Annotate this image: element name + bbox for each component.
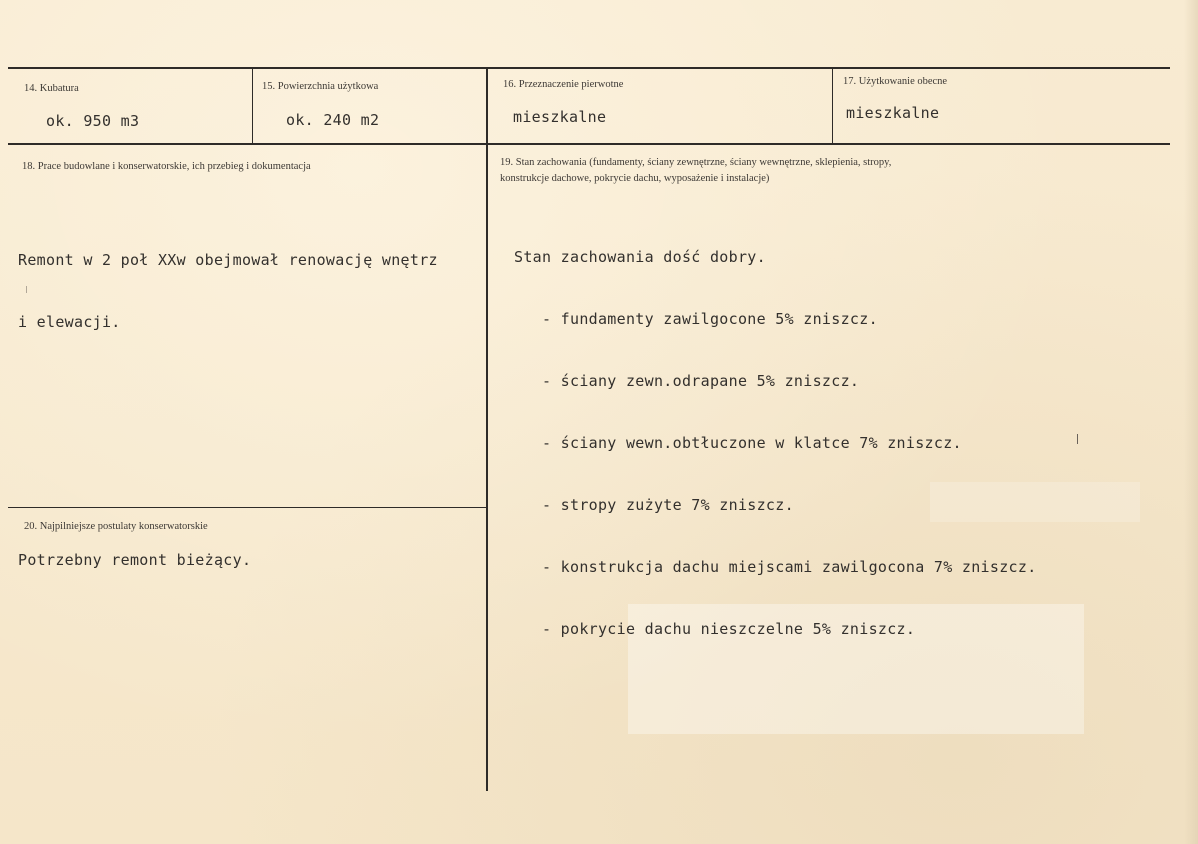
text-line: - konstrukcja dachu miejscami zawilgocona 7% zniszcz.	[514, 558, 1037, 576]
field-value-powierzchnia: ok. 240 m2	[286, 111, 380, 129]
field-label-kubatura: 14. Kubatura	[24, 83, 79, 94]
field-value-kubatura: ok. 950 m3	[46, 112, 140, 130]
divider-v3	[832, 67, 833, 145]
field-label-uzytkowanie: 17. Użytkowanie obecne	[843, 76, 948, 87]
field-label-przeznaczenie: 16. Przeznaczenie pierwotne	[503, 79, 624, 90]
field-label-postulaty: 20. Najpilniejsze postulaty konserwatorskie	[24, 521, 208, 532]
text-line: - ściany wewn.obtłuczone w klatce 7% zniszcz.	[514, 434, 962, 452]
text-line: - pokrycie dachu nieszczelne 5% zniszcz.	[514, 620, 916, 638]
label-line: 19. Stan zachowania (fundamenty, ściany zewnętrzne, ściany wewnętrzne, sklepienia, stropy,	[500, 157, 892, 168]
text-line: - fundamenty zawilgocone 5% zniszcz.	[514, 310, 878, 328]
top-rule	[8, 67, 1170, 69]
text-line: - stropy zużyte 7% zniszcz.	[514, 496, 794, 514]
field-label-stan-zachowania	[500, 156, 891, 186]
stray-mark	[1077, 434, 1078, 444]
divider-v1	[252, 67, 253, 145]
label-line: konstrukcje dachowe, pokrycie dachu, wyposażenie i instalacje)	[500, 173, 770, 184]
row-rule	[8, 143, 1170, 145]
field-label-powierzchnia: 15. Powierzchnia użytkowa	[262, 81, 379, 92]
field-value-uzytkowanie: mieszkalne	[846, 104, 940, 122]
text-line: Remont w 2 poł XXw obejmował renowację wnętrz	[18, 251, 438, 269]
text-line: - ściany zewn.odrapane 5% zniszcz.	[514, 372, 860, 390]
text-line: i elewacji.	[18, 313, 121, 331]
section-rule-20	[8, 507, 488, 508]
text-line: Stan zachowania dość dobry.	[514, 248, 766, 266]
field-value-przeznaczenie: mieszkalne	[513, 108, 607, 126]
paper-edge	[1184, 0, 1198, 844]
field-value-prace-budowlane	[18, 211, 438, 371]
divider-v2	[486, 67, 488, 791]
field-label-prace-budowlane: 18. Prace budowlane i konserwatorskie, ich przebieg i dokumentacja	[22, 161, 311, 172]
field-value-postulaty: Potrzebny remont bieżący.	[18, 551, 252, 569]
field-value-stan-zachowania	[514, 208, 1037, 678]
